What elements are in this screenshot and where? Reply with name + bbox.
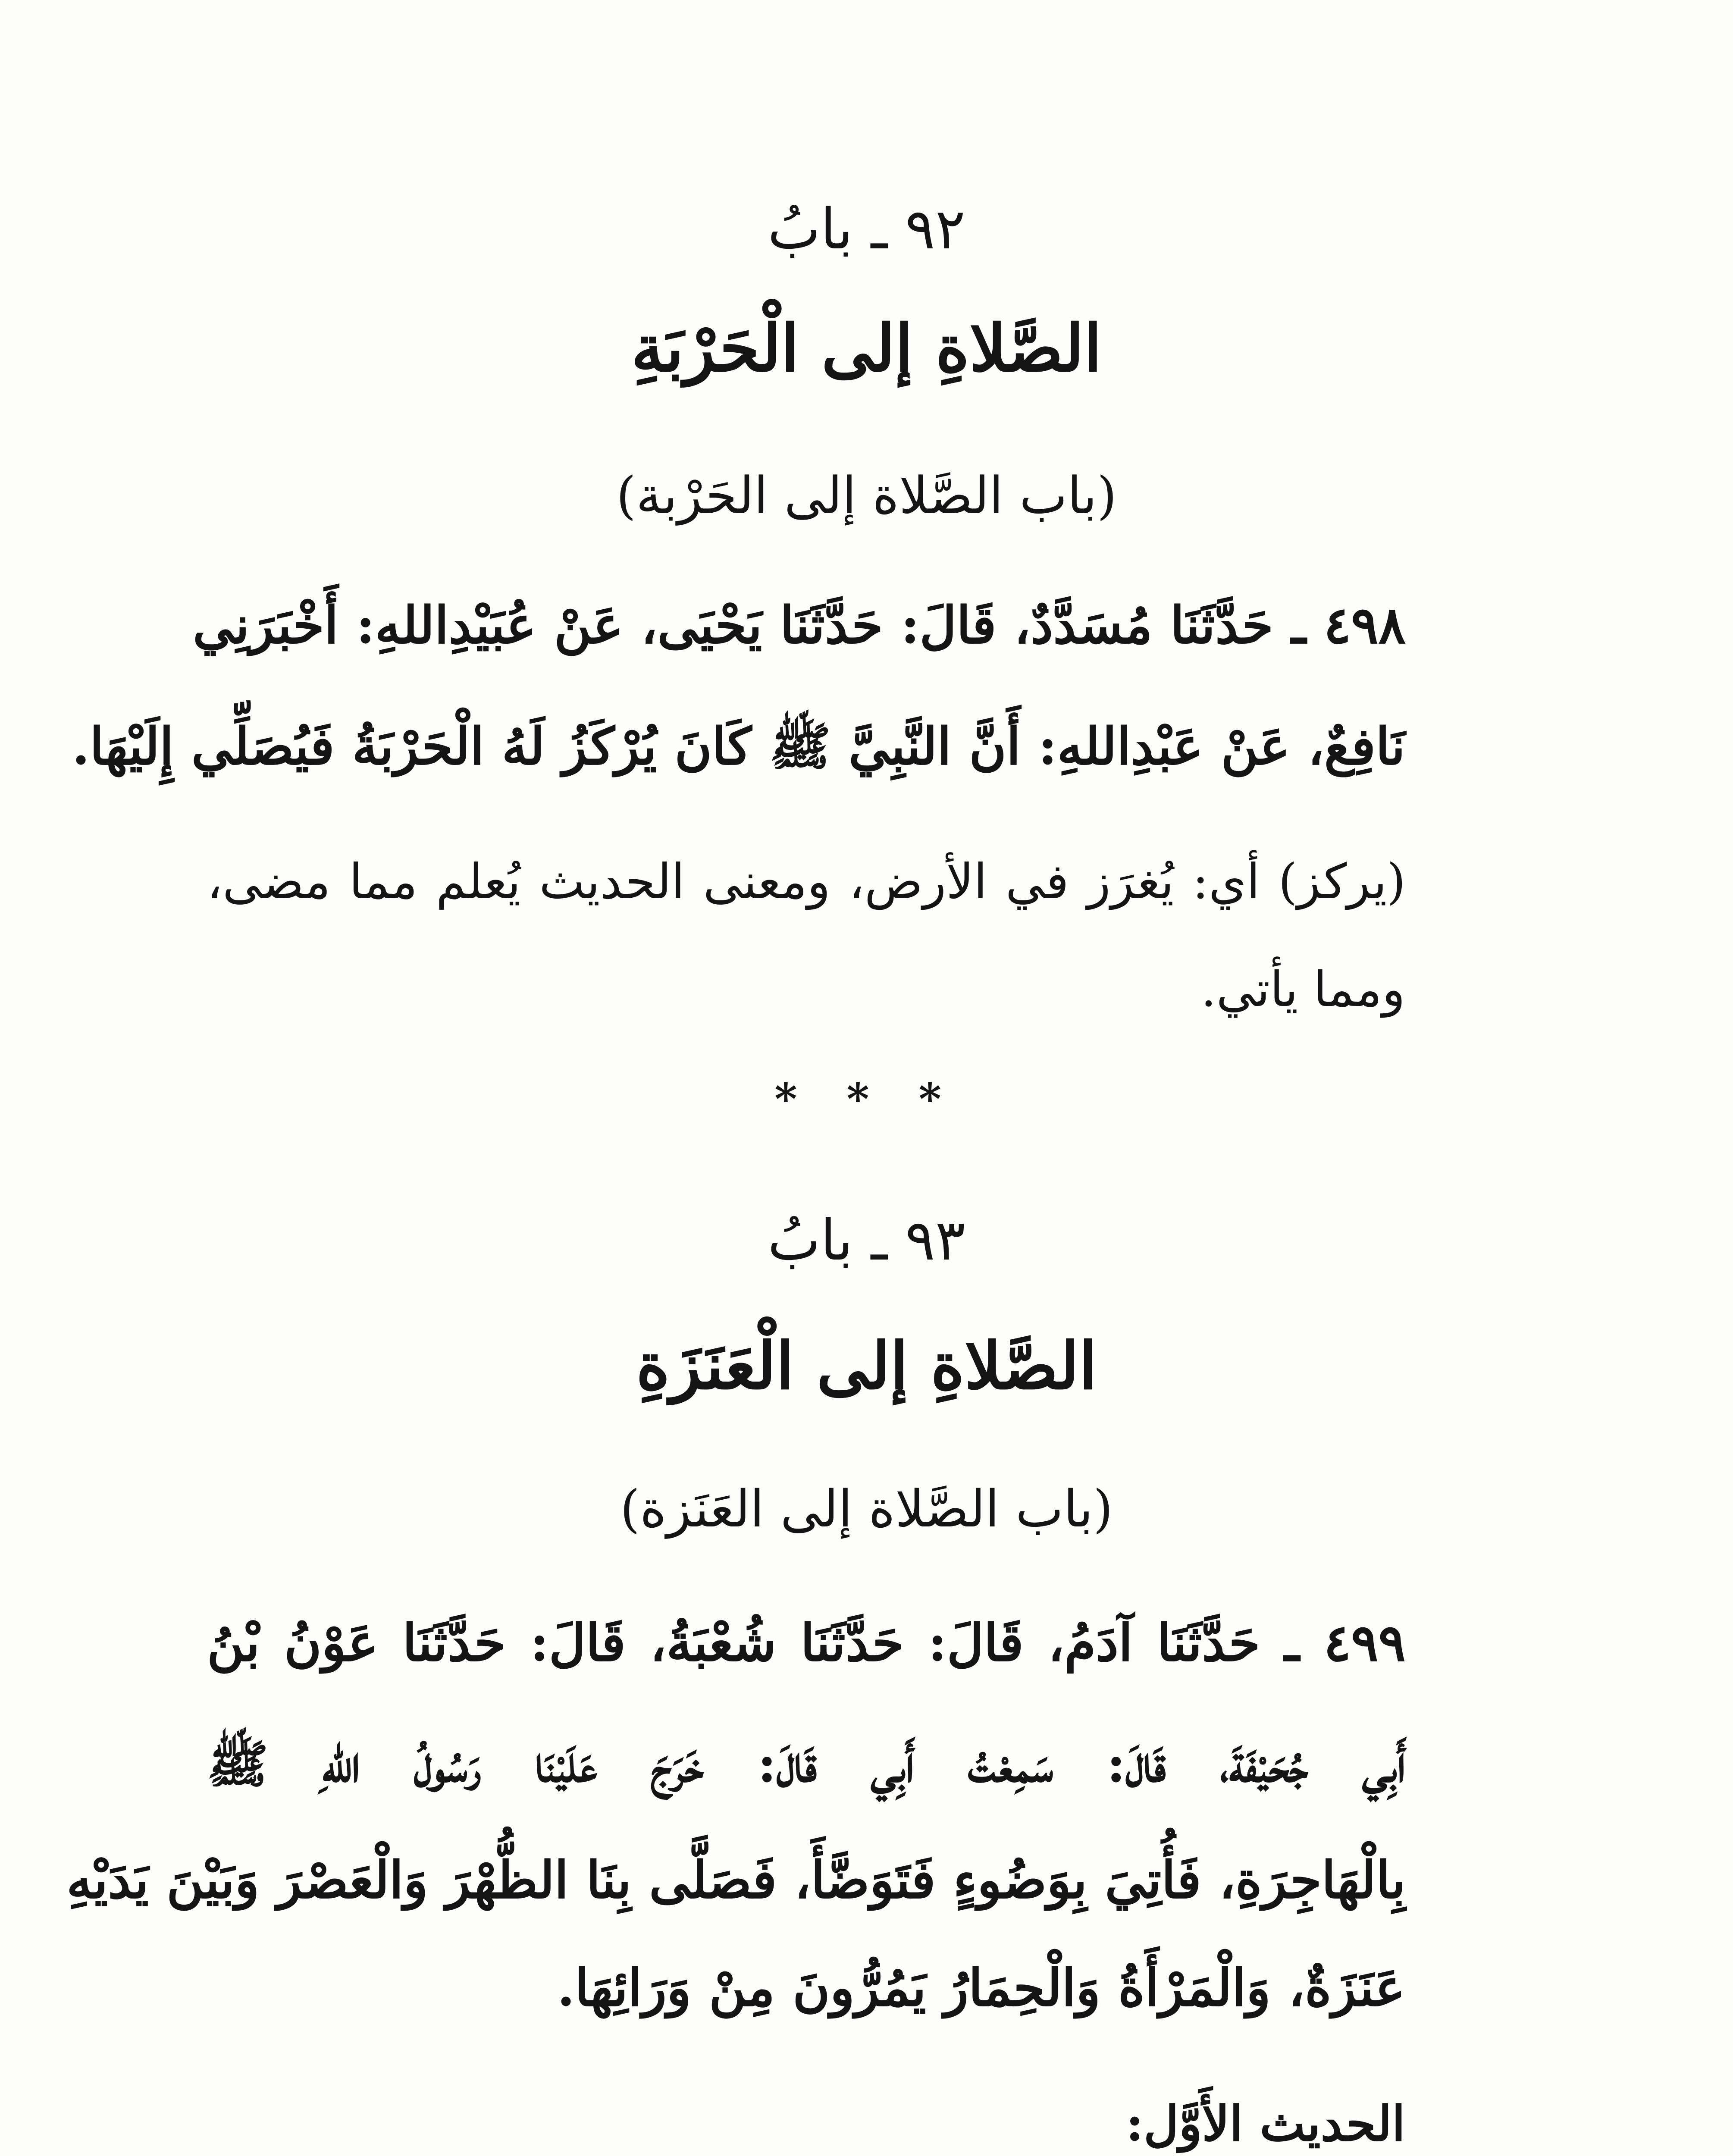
hadith-498-line-2: نَافِعٌ، عَنْ عَبْدِاللهِ: أَنَّ النَّبِيَّ ﷺ كَانَ يُرْكَزُ لَهُ الْحَرْبَةُ فَيُصَلِّي إِلَيْهَا. xyxy=(72,716,1405,776)
hadith-499-line-3: بِالْهَاجِرَةِ، فَأُتِيَ بِوَضُوءٍ فَتَوَضَّأَ، فَصَلَّى بِنَا الظُّهْرَ وَالْعَصْرَ وَبَيْنَ يَدَيْهِ xyxy=(66,1850,1406,1910)
chapter-title-93: الصَّلاةِ إلى الْعَنَزَةِ xyxy=(636,1328,1097,1404)
hadith-499-line-1: ٤٩٩ ـ حَدَّثَنَا آدَمُ، قَالَ: حَدَّثَنَا شُعْبَةُ، قَالَ: حَدَّثَنَا عَوْنُ بْنُ xyxy=(207,1613,1406,1673)
chapter-number-92: ٩٢ ـ بابُ xyxy=(768,196,965,262)
chapter-paren-heading-92: (باب الصَّلاة إلى الحَرْبة) xyxy=(616,466,1117,525)
comment-92-line-2: ومما يأتي. xyxy=(1201,962,1405,1018)
section-separator: * * * xyxy=(774,1074,959,1125)
hadith-498-line-1: ٤٩٨ ـ حَدَّثَنَا مُسَدَّدٌ، قَالَ: حَدَّثَنَا يَحْيَى، عَنْ عُبَيْدِاللهِ: أَخْبَرَنِي xyxy=(193,595,1406,655)
hadith-499-line-2: أَبِي جُحَيْفَةَ، قَالَ: سَمِعْتُ أَبِي قَالَ: خَرَجَ عَلَيْنَا رَسُولُ اللهِ ﷺ xyxy=(207,1734,1406,1794)
comment-93-heading: الحديث الأَوَّل: xyxy=(1125,2096,1405,2152)
chapter-title-92: الصَّلاةِ إلى الْحَرْبَةِ xyxy=(631,310,1102,386)
chapter-number-93: ٩٣ ـ بابُ xyxy=(768,1207,965,1273)
hadith-499-line-4: عَنَزَةٌ، وَالْمَرْأَةُ وَالْحِمَارُ يَمُرُّونَ مِنْ وَرَائِهَا. xyxy=(557,1958,1405,2018)
chapter-paren-heading-93: (باب الصَّلاة إلى العَنَزة) xyxy=(620,1479,1113,1539)
comment-92-line-1: (يركز) أي: يُغرَز في الأرض، ومعنى الحديث يُعلم مما مضى، xyxy=(207,854,1406,910)
